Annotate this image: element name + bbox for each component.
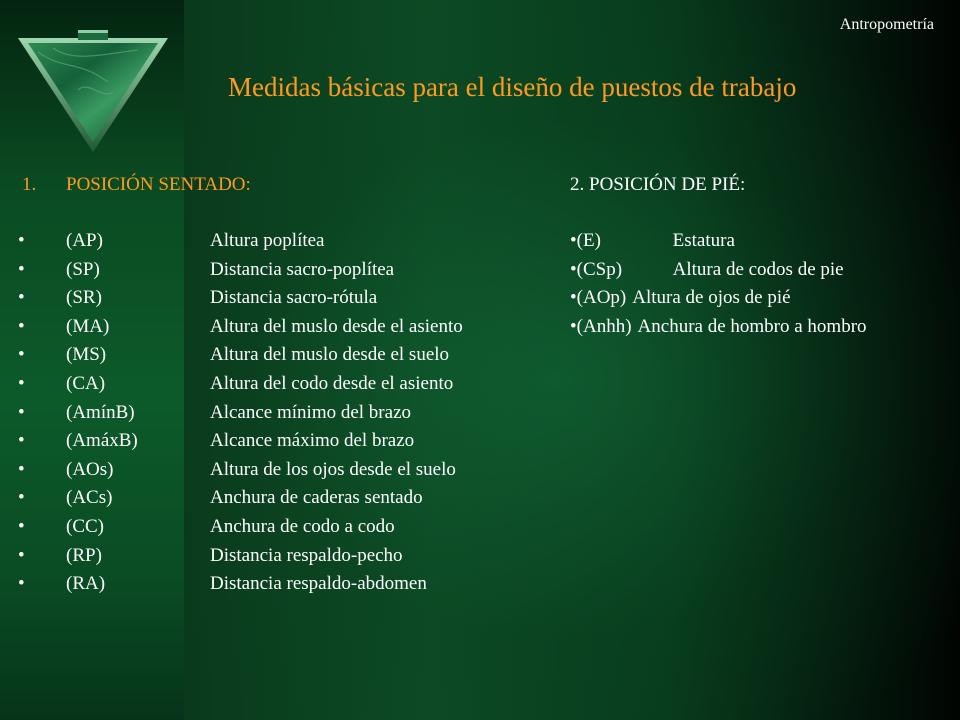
standing-measurements-list: [570, 230, 867, 344]
section-tag: Antropometría: [839, 16, 934, 33]
bullet-icon: •: [18, 315, 25, 337]
list-item: [18, 259, 463, 288]
measure-code: (SR): [66, 287, 102, 309]
bullet-icon: •: [18, 258, 25, 280]
measure-label: Altura de codos de pie: [672, 258, 844, 280]
bullet-icon: •: [18, 372, 25, 394]
measure-code: (RA): [66, 573, 106, 595]
measure-label: Alcance máximo del brazo: [210, 430, 415, 452]
measure-code: (MA): [66, 315, 110, 337]
measure-label: Anchura de hombro a hombro: [637, 315, 867, 337]
bullet-icon: •: [570, 230, 577, 251]
bullet-icon: •: [18, 344, 25, 366]
section-heading-text: POSICIÓN SENTADO:: [66, 174, 251, 195]
measure-code: (SP): [66, 258, 100, 280]
measure-label: Anchura de caderas sentado: [210, 487, 423, 509]
list-item: [18, 516, 463, 545]
list-item: [18, 316, 463, 345]
bullet-icon: •: [18, 544, 25, 566]
measure-label: Altura del muslo desde el suelo: [210, 344, 450, 366]
measure-code: (MS): [66, 344, 107, 366]
measure-label: Distancia respaldo-abdomen: [210, 573, 427, 595]
measure-code: (AOp): [576, 287, 627, 309]
measure-code: (CA): [66, 372, 106, 394]
list-item: [18, 287, 463, 316]
measure-code: (AP): [66, 230, 103, 251]
list-item: [18, 430, 463, 459]
list-item: [570, 316, 867, 345]
section-number: 1.: [22, 174, 37, 195]
measure-label: Altura poplítea: [210, 230, 325, 251]
measure-label: Distancia sacro-poplítea: [210, 258, 395, 280]
bullet-icon: •: [18, 487, 25, 509]
measure-code: (RP): [66, 544, 102, 566]
measure-label: Alcance mínimo del brazo: [210, 401, 412, 423]
bullet-icon: •: [18, 573, 25, 595]
list-item: [570, 259, 867, 288]
measure-label: Altura de ojos de pié: [632, 287, 791, 309]
measure-label: Estatura: [672, 230, 735, 251]
bullet-icon: •: [18, 458, 25, 480]
list-item: [570, 287, 867, 316]
seated-section-heading: [22, 174, 251, 196]
measure-label: Anchura de codo a codo: [210, 515, 395, 537]
seated-measurements-list: [18, 230, 463, 602]
bullet-icon: •: [18, 401, 25, 423]
list-item: [18, 373, 463, 402]
bullet-icon: •: [18, 430, 25, 452]
list-item: [18, 344, 463, 373]
list-item: [18, 459, 463, 488]
page-title: Medidas básicas para el diseño de puestos de trabajo: [228, 72, 797, 102]
measure-code: (Anhh): [576, 315, 632, 337]
bullet-icon: •: [570, 258, 577, 280]
list-item: [18, 545, 463, 574]
bullet-icon: •: [18, 230, 25, 251]
measure-label: Altura de los ojos desde el suelo: [210, 458, 456, 480]
bullet-icon: •: [18, 515, 25, 537]
measure-code: (AmáxB): [66, 430, 138, 452]
list-item: [570, 230, 867, 259]
bullet-icon: •: [18, 287, 25, 309]
standing-section-heading: 2. POSICIÓN DE PIÉ:: [570, 174, 746, 195]
measure-code: (CC): [66, 515, 104, 537]
list-item: [18, 402, 463, 431]
measure-label: Altura del codo desde el asiento: [210, 372, 454, 394]
list-item: [18, 487, 463, 516]
measure-label: Distancia respaldo-pecho: [210, 544, 403, 566]
list-item: [18, 573, 463, 602]
bullet-icon: •: [570, 315, 577, 337]
measure-code: (E): [576, 230, 601, 251]
measure-label: Altura del muslo desde el asiento: [210, 315, 463, 337]
measure-code: (ACs): [66, 487, 113, 509]
green-marble-triangle-icon: [18, 30, 168, 152]
measure-label: Distancia sacro-rótula: [210, 287, 378, 309]
measure-code: (CSp): [576, 258, 623, 280]
measure-code: (AmínB): [66, 401, 135, 423]
measure-code: (AOs): [66, 458, 114, 480]
list-item: [18, 230, 463, 259]
bullet-icon: •: [570, 287, 577, 309]
